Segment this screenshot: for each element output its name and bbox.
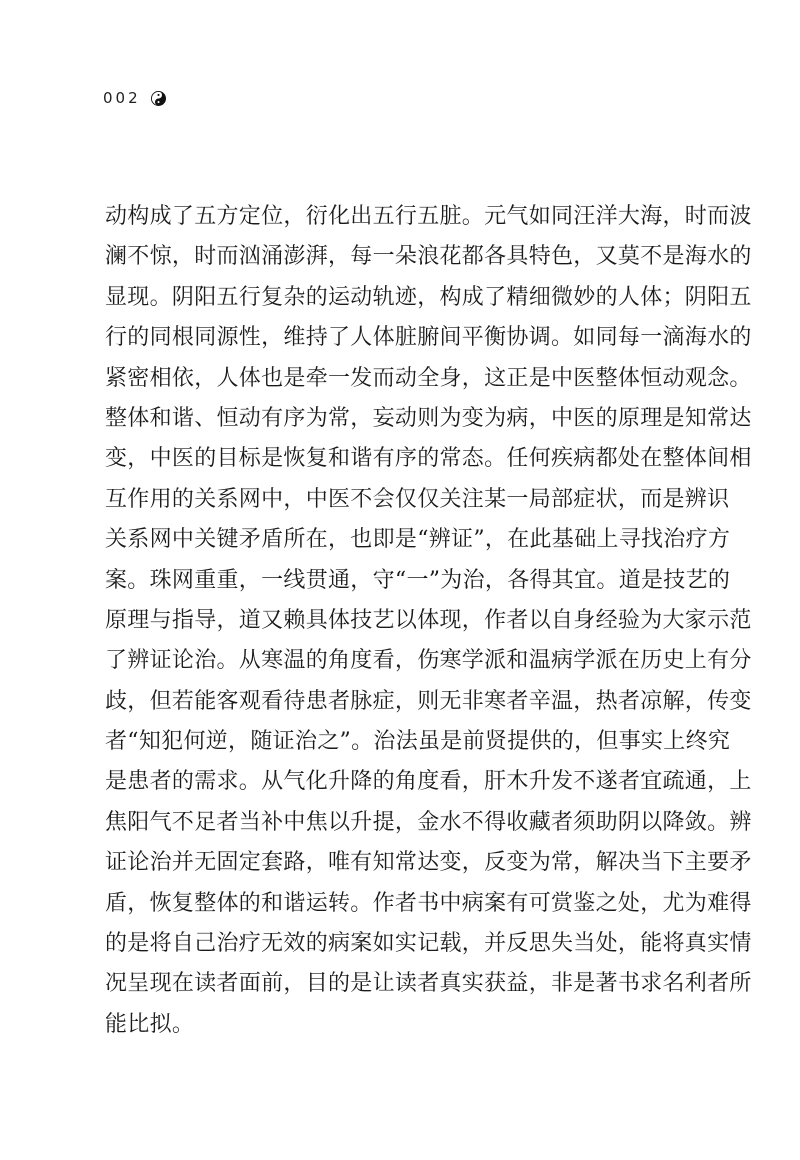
text-line: 焦阳气不足者当补中焦以升提，金水不得收藏者须助阴以降敛。辨 xyxy=(105,809,752,835)
text-line: 的是将自己治疗无效的病案如实记载，并反思失当处，能将真实情 xyxy=(105,931,752,957)
page-header xyxy=(103,87,166,109)
text-line: 证论治并无固定套路，唯有知常达变，反变为常，解决当下主要矛 xyxy=(105,850,752,876)
page-number: 002 xyxy=(103,89,141,107)
text-line: 盾，恢复整体的和谐运转。作者书中病案有可赏鉴之处，尤为难得 xyxy=(105,890,752,916)
yin-yang-icon xyxy=(151,91,166,106)
text-line: 者“知犯何逆，随证治之”。治法虽是前贤提供的，但事实上终究 xyxy=(105,729,731,755)
text-line: 变，中医的目标是恢复和谐有序的常态。任何疾病都处在整体间相 xyxy=(105,446,752,472)
text-line: 况呈现在读者面前，目的是让读者真实获益，非是著书求名利者所 xyxy=(105,971,752,997)
text-line: 澜不惊，时而汹涌澎湃，每一朵浪花都各具特色，又莫不是海水的 xyxy=(105,244,752,270)
text-line: 紧密相依，人体也是牵一发而动全身，这正是中医整体恒动观念。 xyxy=(105,365,752,391)
text-line: 关系网中关键矛盾所在，也即是“辨证”，在此基础上寻找治疗方 xyxy=(105,527,731,553)
text-line: 互作用的关系网中，中医不会仅仅关注某一局部症状，而是辨识 xyxy=(105,486,730,512)
text-line: 案。珠网重重，一线贯通，守“一”为治，各得其宜。道是技艺的 xyxy=(105,567,731,593)
text-line: 能比拟。 xyxy=(105,1011,195,1037)
body-paragraph xyxy=(105,197,752,1045)
text-line: 原理与指导，道又赖具体技艺以体现，作者以自身经验为大家示范 xyxy=(105,607,752,633)
text-line: 行的同根同源性，维持了人体脏腑间平衡协调。如同每一滴海水的 xyxy=(105,325,752,351)
text-line: 整体和谐、恒动有序为常，妄动则为变为病，中医的原理是知常达 xyxy=(105,405,752,431)
text-line: 是患者的需求。从气化升降的角度看，肝木升发不遂者宜疏通，上 xyxy=(105,769,752,795)
text-line: 了辨证论治。从寒温的角度看，伤寒学派和温病学派在历史上有分 xyxy=(105,648,752,674)
text-line: 动构成了五方定位，衍化出五行五脏。元气如同汪洋大海，时而波 xyxy=(105,204,752,229)
text-line: 歧，但若能客观看待患者脉症，则无非寒者辛温，热者凉解，传变 xyxy=(105,688,752,714)
text-line: 显现。阴阳五行复杂的运动轨迹，构成了精细微妙的人体；阴阳五 xyxy=(105,284,752,310)
